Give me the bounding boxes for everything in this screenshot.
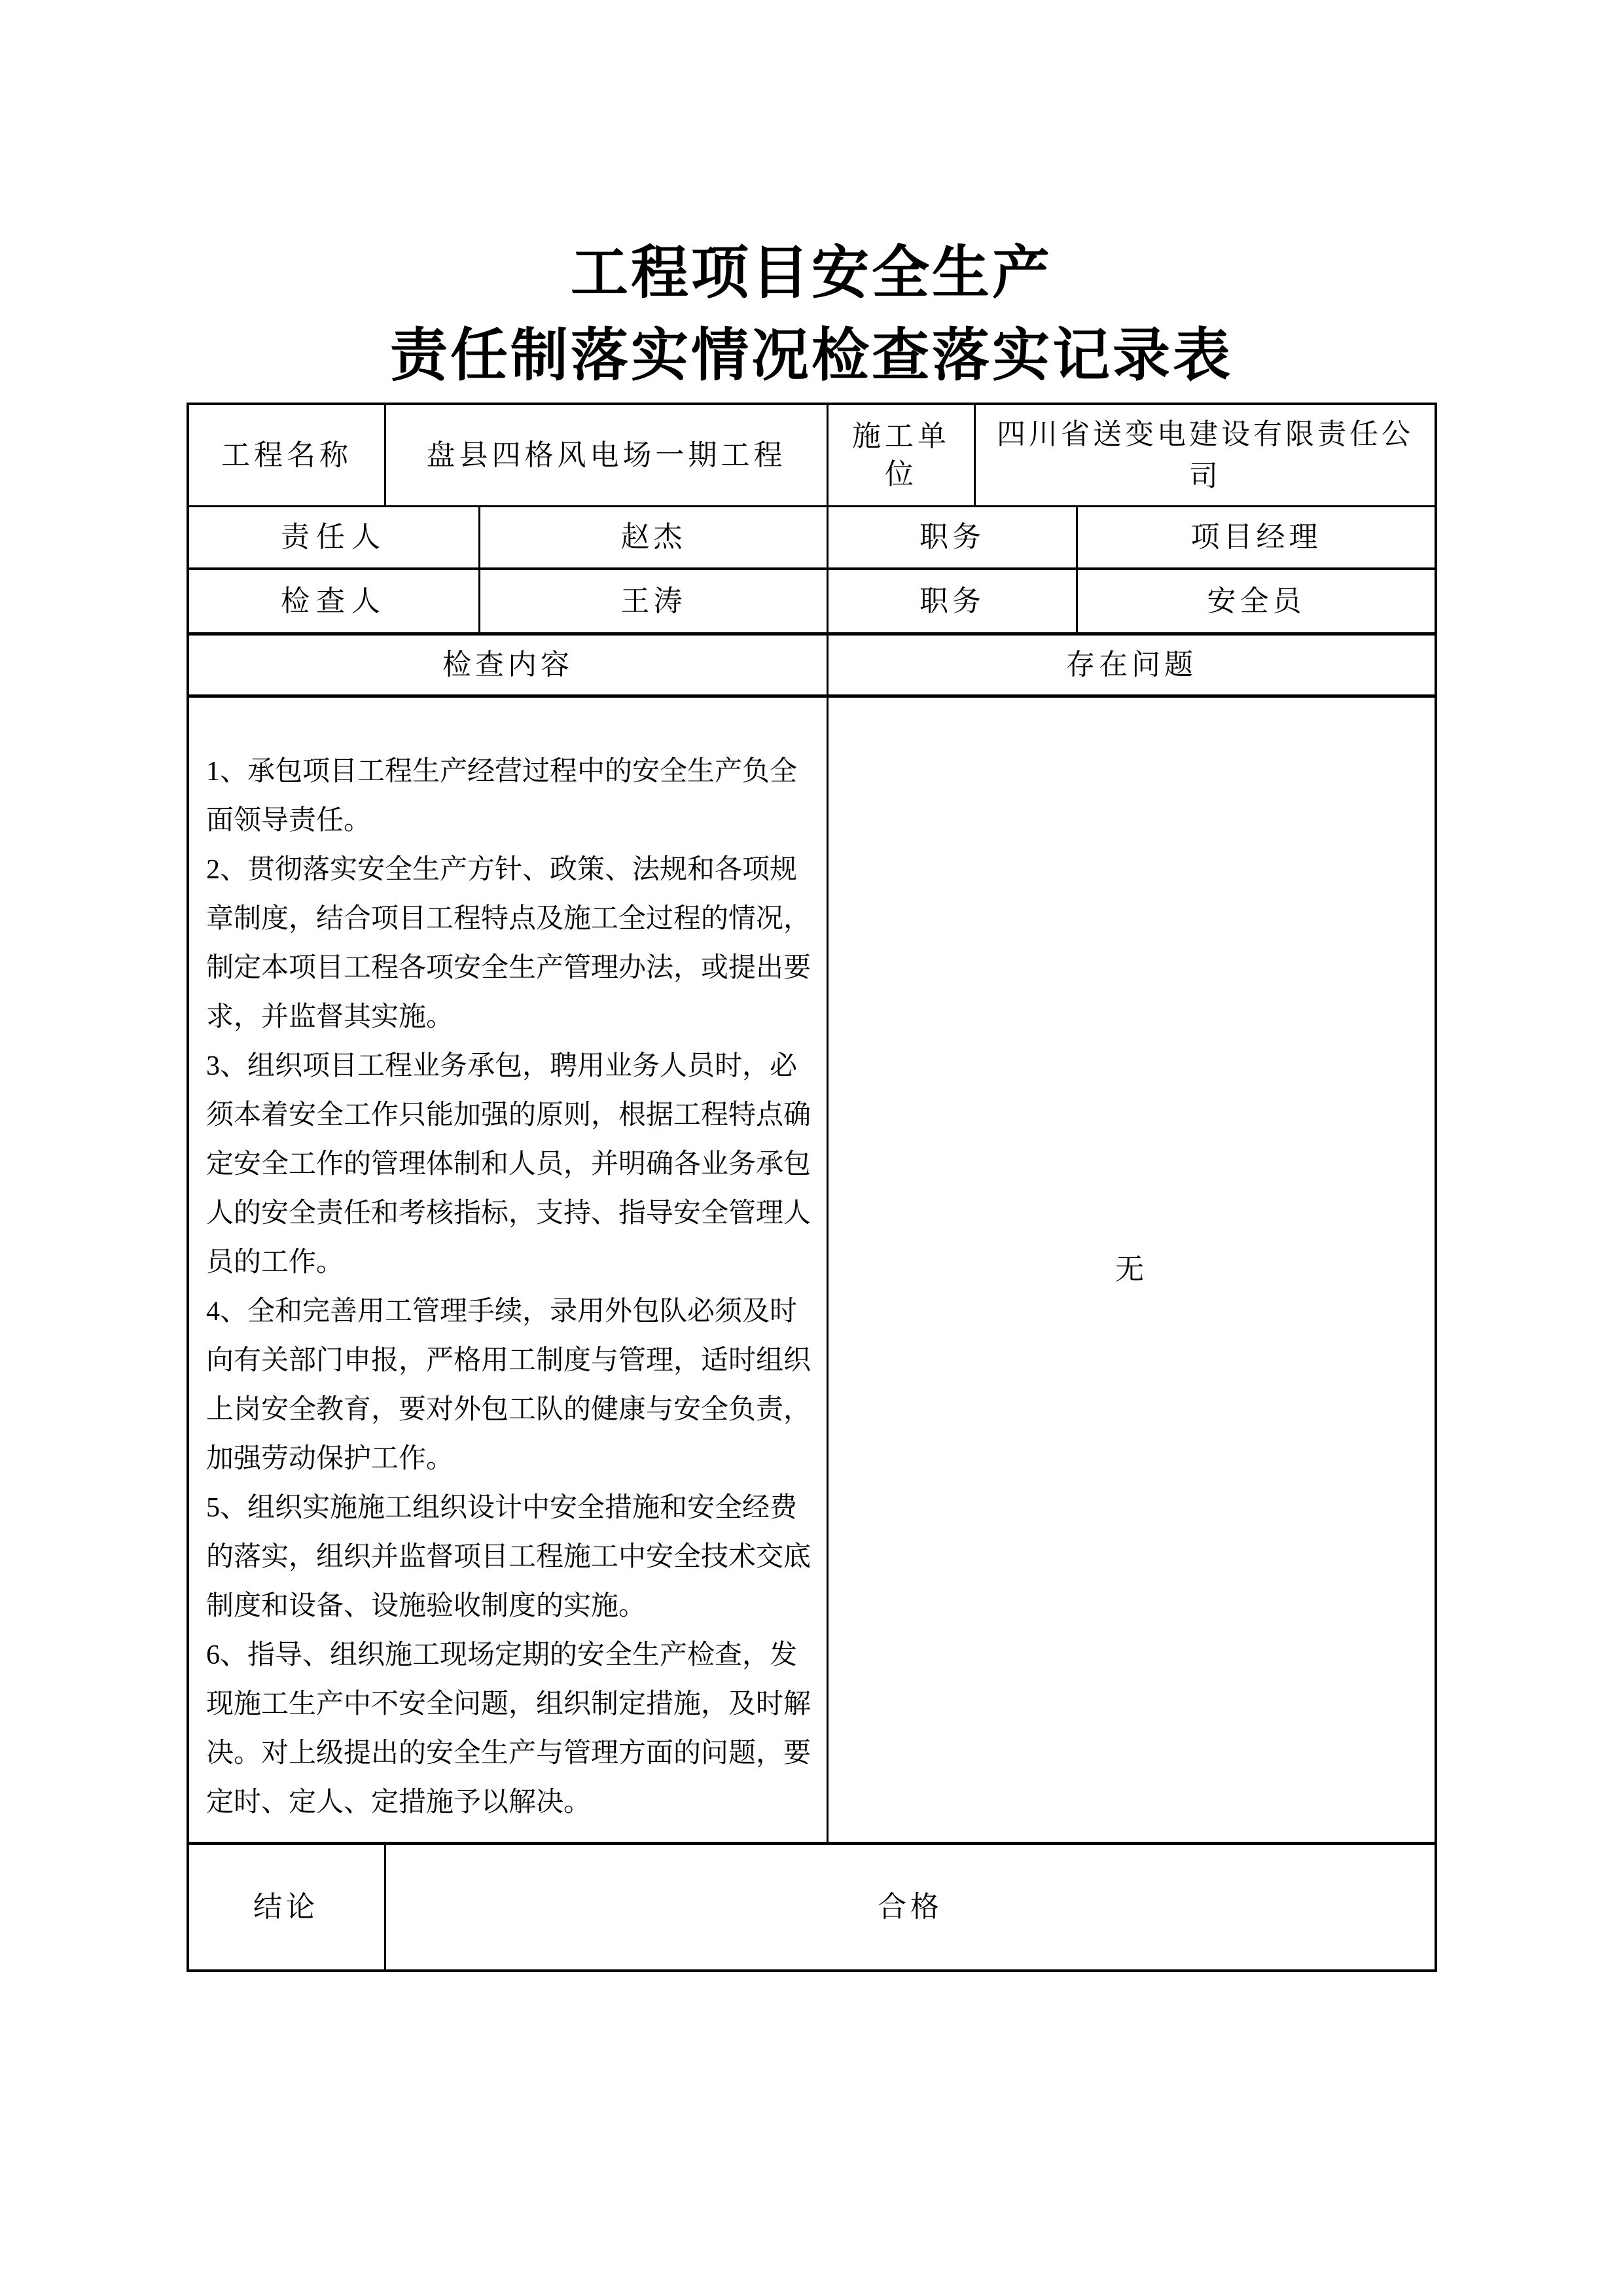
inspector-duty-value: 安全员 xyxy=(1207,584,1306,617)
check-item-3: 3、组织项目工程业务承包，聘用业务人员时，必须本着安全工作只能加强的原则，根据工程特点确定安全工作的管理体制和人员，并明确各业务承包人的安全责任和考核指标，支持、指导安全管理人员的工作。 xyxy=(206,1051,812,1278)
title-line-2: 责任制落实情况检查落实记录表 xyxy=(389,325,1233,388)
issues-value: 无 xyxy=(1115,1253,1148,1285)
inspector-duty-label: 职务 xyxy=(919,584,985,617)
project-name-value: 盘县四格风电场一期工程 xyxy=(426,439,787,471)
table-border-bottom xyxy=(187,1969,1437,1972)
check-content-cell xyxy=(189,698,827,1842)
project-name-label: 工程名称 xyxy=(221,439,352,471)
contractor-value: 四川省送变电建设有限责任公司 xyxy=(997,418,1414,492)
table-border-right xyxy=(1435,403,1437,1972)
check-item-4: 4、全和完善用工管理手续，录用外包队必须及时向有关部门申报，严格用工制度与管理，适时组织上岗安全教育，要对外包工队的健康与安全负责，加强劳动保护工作。 xyxy=(206,1297,812,1474)
check-item-6: 6、指导、组织施工现场定期的安全生产检查，发现施工生产中不安全问题，组织制定措施，及时解决。对上级提出的安全生产与管理方面的问题，要定时、定人、定措施予以解决。 xyxy=(206,1640,812,1818)
responsible-duty-value: 项目经理 xyxy=(1190,521,1322,553)
contractor-label: 施工单位 xyxy=(852,420,950,490)
responsible-person-label: 责任人 xyxy=(281,521,387,553)
check-item-2: 2、贯彻落实安全生产方针、政策、法规和各项规章制度，结合项目工程特点及施工全过程的情况，制定本项目工程各项安全生产管理办法，或提出要求，并监督其实施。 xyxy=(206,855,812,1032)
title-line-1: 工程项目安全生产 xyxy=(570,242,1052,306)
conclusion-value: 合格 xyxy=(878,1891,943,1923)
responsible-person-value: 赵杰 xyxy=(620,521,687,553)
inspector-value: 王涛 xyxy=(620,584,687,617)
page-title xyxy=(0,233,1623,398)
check-item-1: 1、承包项目工程生产经营过程中的安全生产负全面领导责任。 xyxy=(206,757,798,836)
conclusion-label: 结论 xyxy=(253,1891,319,1923)
responsible-duty-label: 职务 xyxy=(919,521,985,553)
check-content-header: 检查内容 xyxy=(442,649,573,681)
issues-header: 存在问题 xyxy=(1066,649,1197,681)
inspector-label: 检查人 xyxy=(281,584,387,617)
check-item-5: 5、组织实施施工组织设计中安全措施和安全经费的落实，组织并监督项目工程施工中安全技术交底制度和设备、设施验收制度的实施。 xyxy=(206,1493,812,1621)
